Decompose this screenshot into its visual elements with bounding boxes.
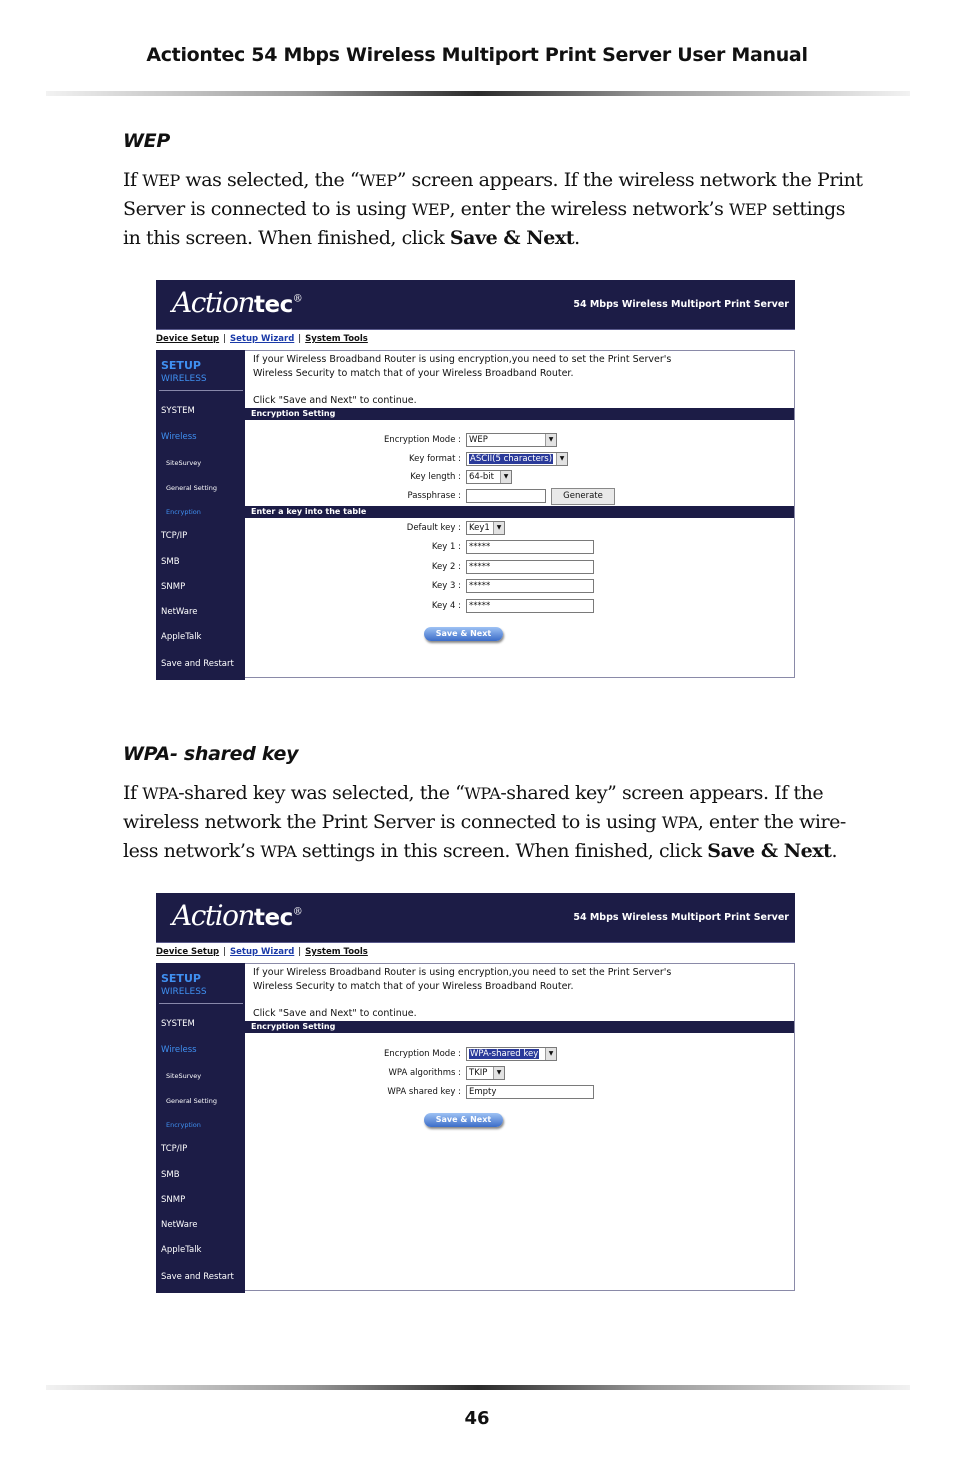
sidebar-item-smb[interactable]: SMB	[161, 1170, 180, 1180]
passphrase-input[interactable]	[466, 489, 546, 503]
sidebar	[156, 963, 245, 1293]
wpa-shared-key-input[interactable]: Empty	[466, 1085, 594, 1099]
intro-text-2: Wireless Security to match that of your Wireless Broadband Router.	[253, 981, 574, 992]
sidebar-item-snmp[interactable]: SNMP	[161, 1195, 186, 1205]
intro-text-3: Click "Save and Next" to continue.	[253, 395, 417, 406]
passphrase-label: Passphrase :	[407, 491, 461, 501]
sidebar	[156, 350, 245, 680]
encryption-setting-bar: Encryption Setting	[245, 1021, 794, 1033]
key4-label: Key 4 :	[431, 601, 461, 611]
intro-text-1: If your Wireless Broadband Router is using encryption,you need to set the Print Server's	[253, 967, 672, 978]
content-panel	[245, 350, 795, 678]
sidebar-item-tcpip[interactable]: TCP/IP	[161, 1144, 188, 1154]
sidebar-item-sitesurvey[interactable]: SiteSurvey	[166, 459, 202, 467]
intro-text-2: Wireless Security to match that of your Wireless Broadband Router.	[253, 368, 574, 379]
sidebar-item-appletalk[interactable]: AppleTalk	[161, 632, 202, 642]
wep-screenshot	[156, 280, 795, 680]
sidebar-item-appletalk[interactable]: AppleTalk	[161, 1245, 202, 1255]
sidebar-divider	[159, 1003, 243, 1004]
sidebar-item-encryption[interactable]: Encryption	[166, 508, 201, 516]
encryption-mode-select[interactable]: WEP ▼	[466, 433, 557, 447]
sidebar-item-smb[interactable]: SMB	[161, 557, 180, 567]
wpa-shared-key-label: WPA shared key :	[387, 1087, 461, 1097]
encryption-setting-bar: Encryption Setting	[245, 408, 794, 420]
sidebar-item-snmp[interactable]: SNMP	[161, 582, 186, 592]
banner	[156, 893, 795, 943]
sidebar-item-general-setting[interactable]: General Setting	[166, 1097, 217, 1105]
footer-rule	[46, 1385, 910, 1390]
wpa-section-title: WPA- shared key	[123, 743, 299, 765]
key3-label: Key 3 :	[431, 581, 461, 591]
chevron-down-icon: ▼	[493, 522, 504, 534]
key4-input[interactable]: *****	[466, 599, 594, 613]
encryption-mode-label: Encryption Mode :	[383, 435, 461, 445]
sidebar-item-wireless[interactable]: Wireless	[161, 1045, 197, 1055]
nav-setup-wizard[interactable]: Setup Wizard	[230, 334, 295, 344]
wpa-algorithms-label: WPA algorithms :	[388, 1068, 461, 1078]
sidebar-divider	[159, 390, 243, 391]
nav-setup-wizard[interactable]: Setup Wizard	[230, 947, 295, 957]
banner	[156, 280, 795, 330]
wpa-algorithms-select[interactable]: TKIP ▼	[466, 1066, 505, 1080]
default-key-label: Default key :	[406, 523, 461, 533]
chevron-down-icon: ▼	[556, 453, 567, 465]
nav-system-tools[interactable]: System Tools	[305, 334, 368, 344]
nav-device-setup[interactable]: Device Setup	[156, 334, 220, 344]
sidebar-item-tcpip[interactable]: TCP/IP	[161, 531, 188, 541]
sidebar-setup-heading: SETUP	[161, 972, 201, 985]
key1-input[interactable]: *****	[466, 540, 594, 554]
sidebar-item-wireless[interactable]: Wireless	[161, 432, 197, 442]
header-rule	[46, 91, 910, 96]
sidebar-item-netware[interactable]: NetWare	[161, 1220, 198, 1230]
intro-text-3: Click "Save and Next" to continue.	[253, 1008, 417, 1019]
sidebar-item-encryption[interactable]: Encryption	[166, 1121, 201, 1129]
key2-label: Key 2 :	[431, 562, 461, 572]
sidebar-item-system[interactable]: SYSTEM	[161, 1019, 195, 1029]
save-next-button[interactable]: Save & Next	[424, 1113, 503, 1127]
top-nav: Device Setup | Setup Wizard | System Tools	[156, 947, 368, 957]
sidebar-item-save-restart[interactable]: Save and Restart	[161, 659, 234, 669]
page-header: Actiontec 54 Mbps Wireless Multiport Print Server User Manual	[146, 44, 808, 66]
sidebar-item-netware[interactable]: NetWare	[161, 607, 198, 617]
chevron-down-icon: ▼	[500, 471, 511, 483]
product-name: 54 Mbps Wireless Multiport Print Server	[573, 299, 789, 310]
chevron-down-icon: ▼	[493, 1067, 504, 1079]
intro-text-1: If your Wireless Broadband Router is using encryption,you need to set the Print Server's	[253, 354, 672, 365]
wep-section-title: WEP	[123, 130, 170, 152]
nav-device-setup[interactable]: Device Setup	[156, 947, 220, 957]
sidebar-setup-heading: SETUP	[161, 359, 201, 372]
wep-paragraph: If WEP was selected, the “WEP” screen appears. If the wireless network the Print Server is connected to is using WEP, enter the wireless network’s WEP settings in this screen. When finished, click Save & Next.	[123, 169, 863, 249]
key3-input[interactable]: *****	[466, 579, 594, 593]
product-name: 54 Mbps Wireless Multiport Print Server	[573, 912, 789, 923]
generate-button[interactable]: Generate	[551, 488, 615, 505]
sidebar-item-general-setting[interactable]: General Setting	[166, 484, 217, 492]
key-format-label: Key format :	[408, 454, 461, 464]
sidebar-item-system[interactable]: SYSTEM	[161, 406, 195, 416]
actiontec-logo: Actiontec®	[172, 286, 302, 319]
key1-label: Key 1 :	[431, 542, 461, 552]
key-format-select[interactable]: ASCII(5 characters) ▼	[466, 452, 568, 466]
key-table-bar: Enter a key into the table	[245, 506, 794, 518]
sidebar-wireless-heading: WIRELESS	[161, 374, 207, 384]
actiontec-logo: Actiontec®	[172, 899, 302, 932]
chevron-down-icon: ▼	[545, 434, 556, 446]
default-key-select[interactable]: Key1 ▼	[466, 521, 505, 535]
content-panel	[245, 963, 795, 1291]
key-length-select[interactable]: 64-bit ▼	[466, 470, 512, 484]
sidebar-item-save-restart[interactable]: Save and Restart	[161, 1272, 234, 1282]
sidebar-wireless-heading: WIRELESS	[161, 987, 207, 997]
key-length-label: Key length :	[410, 472, 461, 482]
top-nav: Device Setup | Setup Wizard | System Tools	[156, 334, 368, 344]
key2-input[interactable]: *****	[466, 560, 594, 574]
save-next-button[interactable]: Save & Next	[424, 627, 503, 641]
nav-system-tools[interactable]: System Tools	[305, 947, 368, 957]
encryption-mode-select[interactable]: WPA-shared key ▼	[466, 1047, 557, 1061]
wpa-paragraph: If WPA-shared key was selected, the “WPA-shared key” screen appears. If the wireless network the Print Server is connected to is using WPA, enter the wire-less network’s WPA settings in this screen. When finished, click Save & Next.	[123, 782, 846, 862]
encryption-mode-label: Encryption Mode :	[383, 1049, 461, 1059]
sidebar-item-sitesurvey[interactable]: SiteSurvey	[166, 1072, 202, 1080]
wpa-screenshot	[156, 893, 795, 1293]
page-number: 46	[464, 1408, 490, 1429]
chevron-down-icon: ▼	[545, 1048, 556, 1060]
